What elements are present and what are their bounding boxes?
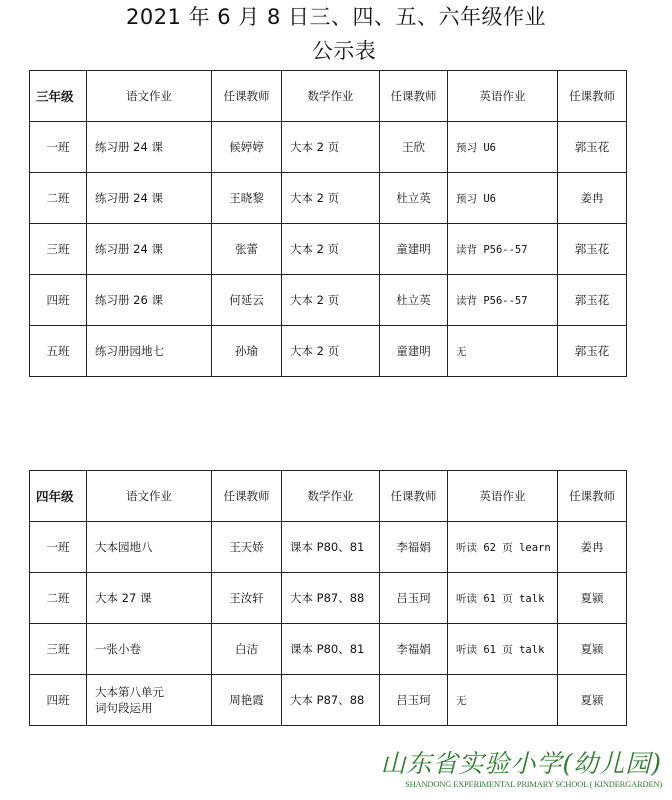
chinese-teacher-cell: 张蕾 xyxy=(212,224,282,275)
class-cell: 二班 xyxy=(30,173,87,224)
math-homework-cell: 大本 P87、88 xyxy=(282,675,380,726)
table-row xyxy=(30,173,627,224)
column-header: 英语作业 xyxy=(448,71,558,122)
table-header-row xyxy=(30,471,627,522)
table-row xyxy=(30,122,627,173)
english-homework-cell: 预习 U6 xyxy=(448,173,558,224)
chinese-teacher-cell: 孙瑜 xyxy=(212,326,282,377)
chinese-teacher-cell: 何延云 xyxy=(212,275,282,326)
math-teacher-cell: 李福娟 xyxy=(380,522,448,573)
english-teacher-cell: 夏颍 xyxy=(558,573,627,624)
math-homework-cell: 课本 P80、81 xyxy=(282,624,380,675)
english-teacher-cell: 郭玉花 xyxy=(558,275,627,326)
english-teacher-cell: 夏颍 xyxy=(558,624,627,675)
table-row xyxy=(30,573,627,624)
math-homework-cell: 大本 2 页 xyxy=(282,326,380,377)
table-row xyxy=(30,675,627,726)
class-cell: 三班 xyxy=(30,624,87,675)
logo-english-name: SHANDONG EXPERIMENTAL PRIMARY SCHOOL ( KINDERGARDEN) xyxy=(405,779,662,789)
page-subtitle: 公示表 xyxy=(311,39,377,63)
school-logo xyxy=(380,750,662,790)
class-cell: 二班 xyxy=(30,573,87,624)
table-row xyxy=(30,624,627,675)
table-header-row xyxy=(30,71,627,122)
chinese-teacher-cell: 王晓黎 xyxy=(212,173,282,224)
column-header: 任课教师 xyxy=(558,471,627,522)
column-header: 英语作业 xyxy=(448,471,558,522)
class-cell: 四班 xyxy=(30,275,87,326)
chinese-homework-cell: 练习册 24 课 xyxy=(87,224,212,275)
english-homework-cell: 听读 62 页 learn xyxy=(448,522,558,573)
math-teacher-cell: 吕玉珂 xyxy=(380,573,448,624)
column-header: 语文作业 xyxy=(87,471,212,522)
column-header: 任课教师 xyxy=(212,471,282,522)
math-teacher-cell: 杜立英 xyxy=(380,275,448,326)
english-teacher-cell: 郭玉花 xyxy=(558,122,627,173)
column-header: 任课教师 xyxy=(212,71,282,122)
chinese-homework-cell: 大本园地八 xyxy=(87,522,212,573)
chinese-homework-cell: 练习册 24 课 xyxy=(87,122,212,173)
math-teacher-cell: 王欣 xyxy=(380,122,448,173)
math-teacher-cell: 杜立英 xyxy=(380,173,448,224)
english-homework-cell: 读背 P56--57 xyxy=(448,224,558,275)
english-teacher-cell: 郭玉花 xyxy=(558,326,627,377)
math-teacher-cell: 李福娟 xyxy=(380,624,448,675)
chinese-homework-cell: 练习册 26 课 xyxy=(87,275,212,326)
class-cell: 五班 xyxy=(30,326,87,377)
grade-header: 四年级 xyxy=(30,471,87,522)
grade-header: 三年级 xyxy=(30,71,87,122)
column-header: 数学作业 xyxy=(282,471,380,522)
column-header: 数学作业 xyxy=(282,71,380,122)
grade3-homework-table xyxy=(29,70,627,377)
chinese-teacher-cell: 王汝轩 xyxy=(212,573,282,624)
chinese-teacher-cell: 王天娇 xyxy=(212,522,282,573)
english-teacher-cell: 姜冉 xyxy=(558,522,627,573)
english-homework-cell: 听读 61 页 talk xyxy=(448,624,558,675)
chinese-homework-cell: 大本第八单元 词句段运用 xyxy=(87,675,212,726)
english-homework-cell: 听读 61 页 talk xyxy=(448,573,558,624)
english-teacher-cell: 姜冉 xyxy=(558,173,627,224)
math-teacher-cell: 吕玉珂 xyxy=(380,675,448,726)
chinese-homework-cell: 一张小卷 xyxy=(87,624,212,675)
english-homework-cell: 读背 P56--57 xyxy=(448,275,558,326)
table-row xyxy=(30,326,627,377)
english-homework-cell: 无 xyxy=(448,675,558,726)
math-homework-cell: 大本 P87、88 xyxy=(282,573,380,624)
chinese-homework-cell: 练习册园地七 xyxy=(87,326,212,377)
column-header: 任课教师 xyxy=(558,71,627,122)
class-cell: 一班 xyxy=(30,122,87,173)
chinese-homework-cell: 大本 27 课 xyxy=(87,573,212,624)
math-homework-cell: 大本 2 页 xyxy=(282,224,380,275)
page-title: 2021 年 6 月 8 日三、四、五、六年级作业 xyxy=(125,5,547,29)
math-homework-cell: 大本 2 页 xyxy=(282,122,380,173)
table-row xyxy=(30,522,627,573)
math-teacher-cell: 童建明 xyxy=(380,224,448,275)
table-row xyxy=(30,224,627,275)
english-teacher-cell: 郭玉花 xyxy=(558,224,627,275)
column-header: 任课教师 xyxy=(380,71,448,122)
english-homework-cell: 无 xyxy=(448,326,558,377)
english-teacher-cell: 夏颍 xyxy=(558,675,627,726)
class-cell: 一班 xyxy=(30,522,87,573)
chinese-homework-cell: 练习册 24 课 xyxy=(87,173,212,224)
class-cell: 三班 xyxy=(30,224,87,275)
chinese-teacher-cell: 白洁 xyxy=(212,624,282,675)
math-homework-cell: 大本 2 页 xyxy=(282,173,380,224)
grade4-homework-table xyxy=(29,470,627,726)
math-teacher-cell: 童建明 xyxy=(380,326,448,377)
math-homework-cell: 课本 P80、81 xyxy=(282,522,380,573)
column-header: 语文作业 xyxy=(87,71,212,122)
english-homework-cell: 预习 U6 xyxy=(448,122,558,173)
chinese-teacher-cell: 候婷婷 xyxy=(212,122,282,173)
math-homework-cell: 大本 2 页 xyxy=(282,275,380,326)
column-header: 任课教师 xyxy=(380,471,448,522)
table-row xyxy=(30,275,627,326)
chinese-teacher-cell: 周艳霞 xyxy=(212,675,282,726)
logo-chinese-name: 山东省实验小学(幼儿园) xyxy=(380,749,662,778)
class-cell: 四班 xyxy=(30,675,87,726)
